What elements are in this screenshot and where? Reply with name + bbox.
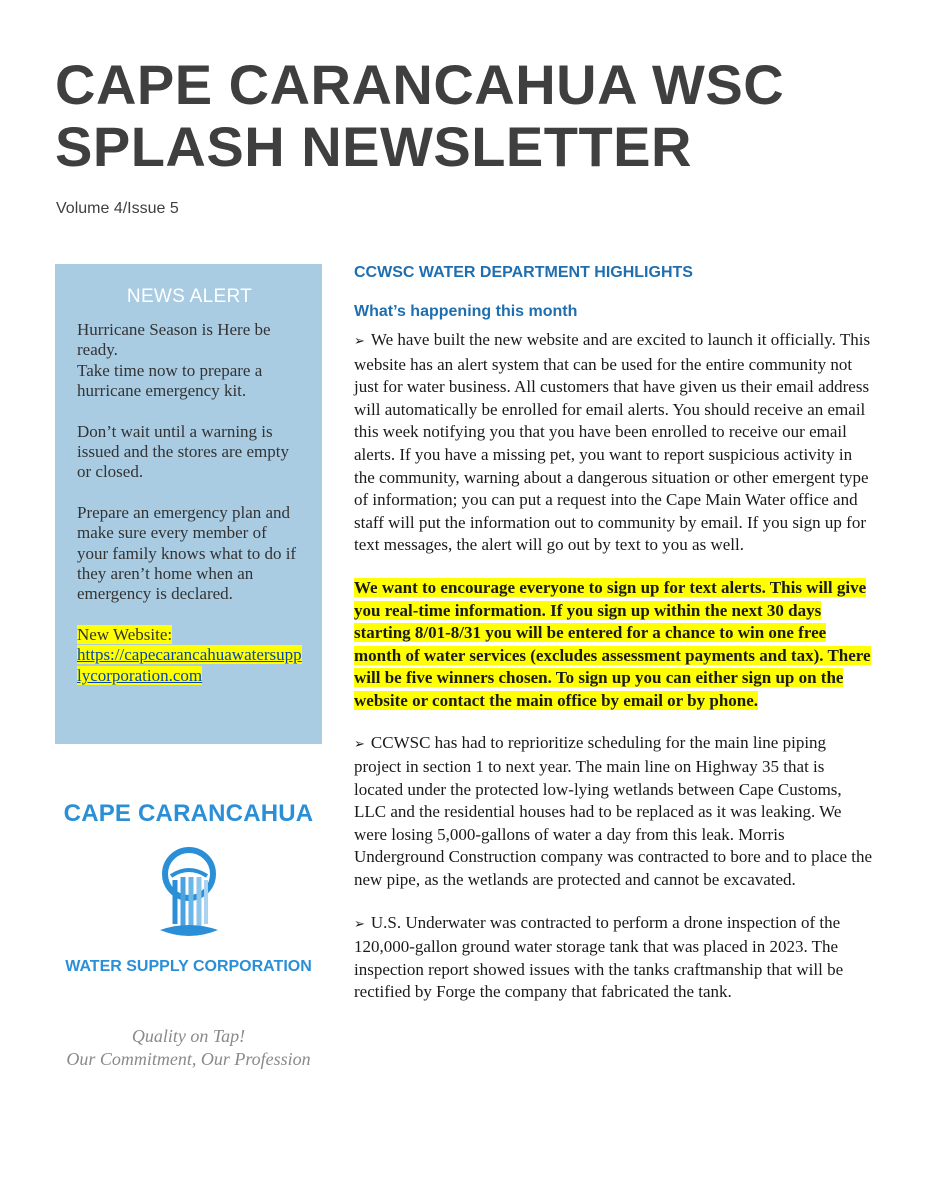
news-alert-paragraph: Prepare an emergency plan and make sure every member of your family knows what to do if they aren’t home when an emergency is declared. — [77, 502, 297, 604]
volume-issue: Volume 4/Issue 5 — [56, 200, 179, 217]
news-alert-title: NEWS ALERT — [126, 286, 253, 307]
website-launch-paragraph: ➢ We have built the new website and are excited to launch it officially. This website has an alert system that can be used for the entire community not just for water business. All customers that have given us their email address will automatically be enrolled for email alerts. You should receive an email this week notifying you that you have been enrolled to receive our email alerts. If you have a missing pet, you want to report suspicious activity in the community, warning about a dangerous situation or other emergent type of information; you can put a request into the Cape Main Water office and staff will put the information out to community by email. If you sign up for text messages, the alert will go out by text to you as well. — [354, 330, 871, 555]
news-alert-box — [55, 264, 322, 744]
water-tower-logo-icon — [154, 844, 224, 944]
new-website-label: New Website: — [77, 624, 173, 644]
logo-bottom-text: WATER SUPPLY CORPORATION — [65, 958, 312, 975]
tagline-line-1: Quality on Tap! — [131, 1026, 246, 1046]
news-alert-paragraph — [77, 320, 302, 402]
arrow-bullet-icon: ➢ — [354, 736, 365, 752]
newsletter-title — [55, 54, 895, 178]
main-line-paragraph: ➢ CCWSC has had to reprioritize scheduling for the main line piping project in section 1 to next year. The main line on Highway 35 that is located under the protected low-lying wetlands between Cape Customs, LLC and the residential houses had to be replaced as it was leaking. We were losing 5,000-gallons of water a day from this leak. Morris Underground Construction company was contracted to bore and to place the new pipe, as the wetlands are protected and cannot be excavated. — [354, 732, 873, 890]
main-column — [354, 264, 876, 1024]
tagline — [55, 1025, 322, 1071]
news-alert-paragraph: Don’t wait until a warning is issued and the stores are empty or closed. — [77, 421, 289, 482]
title-line-2: SPLASH NEWSLETTER — [55, 115, 692, 178]
title-line-1: CAPE CARANCAHUA WSC — [55, 53, 785, 116]
tagline-line-2: Our Commitment, Our Profession — [66, 1049, 311, 1069]
arrow-bullet-icon: ➢ — [354, 334, 365, 349]
new-website-block — [77, 625, 302, 686]
drone-inspection-paragraph: ➢ U.S. Underwater was contracted to perform a drone inspection of the 120,000-gallon ground water storage tank that was placed in 2023. The inspection report showed issues with the tanks craftmanship that will be rectified by Forge the company that fabricated the tank. — [354, 912, 844, 1002]
text-alert-callout: We want to encourage everyone to sign up for text alerts. This will give you real-time information. If you sign up within the next 30 days starting 8/01-8/31 you will be entered for a chance to win one free month of water services (excludes assessment payments and tax). There will be five winners chosen. To sign up you can either sign up on the website or contact the main office by email or by phone. — [354, 577, 871, 710]
month-subheading: What’s happening this month — [354, 303, 578, 320]
logo-top-text: CAPE CARANCAHUA — [63, 800, 314, 827]
hurricane-season-text: Hurricane Season is Here be ready. — [77, 320, 271, 360]
hurricane-kit-text: Take time now to prepare a hurricane emergency kit. — [77, 360, 263, 401]
company-logo — [55, 800, 322, 976]
highlights-heading: CCWSC WATER DEPARTMENT HIGHLIGHTS — [354, 264, 693, 281]
arrow-bullet-icon: ➢ — [354, 916, 365, 932]
website-link[interactable]: https://capecarancahuawatersupplycorporation.com — [77, 645, 302, 685]
